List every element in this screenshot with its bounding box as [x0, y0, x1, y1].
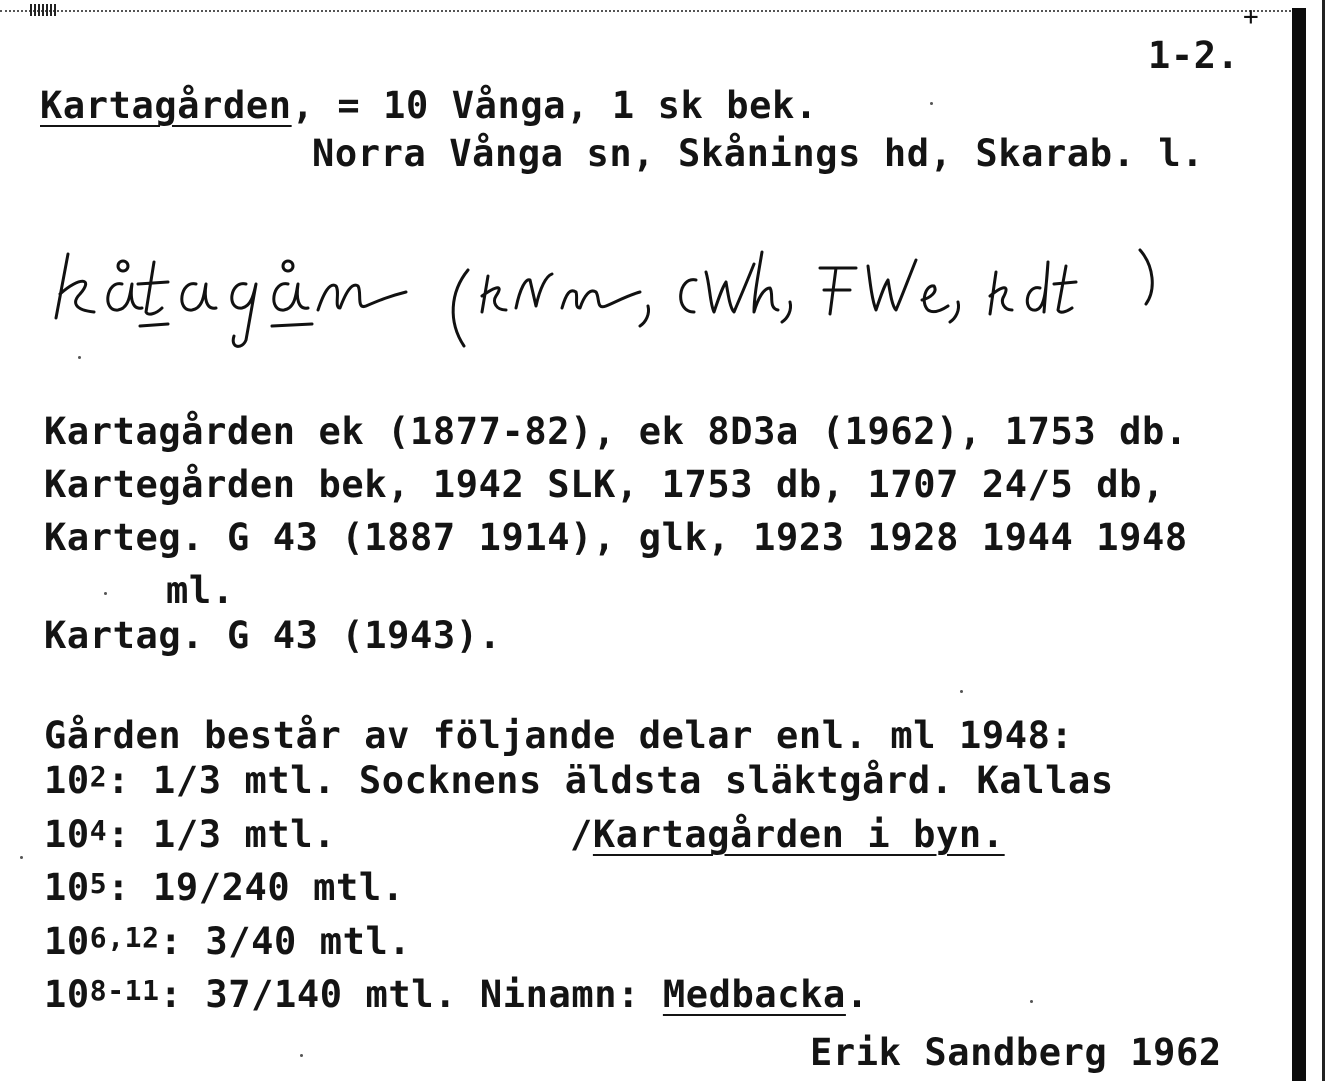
- handwritten-pronunciation: [50, 222, 1180, 352]
- signature: Erik Sandberg 1962: [810, 1031, 1222, 1074]
- part-subnumber: 5: [89, 867, 108, 900]
- part-text: : 1/3 mtl.: [107, 813, 336, 856]
- location-line: Norra Vånga sn, Skånings hd, Skarab. l.: [312, 132, 1205, 175]
- speck: [960, 690, 963, 693]
- form-line-3: Karteg. G 43 (1887 1914), glk, 1923 1928 1944 1948: [44, 516, 1188, 559]
- part-row: [44, 815, 336, 855]
- part-text: : 3/40 mtl.: [159, 920, 412, 963]
- place-name: Kartagården: [40, 84, 292, 127]
- form-line-1: Kartagården ek (1877-82), ek 8D3a (1962), 1753 db.: [44, 410, 1188, 453]
- note-name: Kartagården i byn.: [592, 813, 1005, 856]
- part-subnumber: 4: [89, 814, 108, 847]
- form-line-2: Kartegården bek, 1942 SLK, 1753 db, 1707 24/5 db,: [44, 463, 1165, 506]
- speck: [20, 856, 23, 859]
- note-slash: /: [570, 813, 593, 856]
- part-subnumber: 2: [89, 760, 108, 793]
- part-text: : 1/3 mtl. Socknens äldsta släktgård. Kallas: [107, 759, 1114, 802]
- nickname: Medbacka: [662, 973, 846, 1016]
- part-text: : 37/140 mtl. Ninamn:: [159, 973, 663, 1016]
- speck: [300, 1054, 303, 1057]
- parts-intro: Gården består av följande delar enl. ml 1948:: [44, 714, 1074, 757]
- part-row: [44, 975, 869, 1015]
- part-note: [570, 815, 1005, 855]
- form-line-4: ml.: [166, 569, 235, 612]
- speck: [104, 592, 107, 595]
- part-number: 10: [44, 813, 90, 856]
- part-end: .: [845, 973, 869, 1016]
- part-number: 10: [44, 866, 90, 909]
- corner-mark: +: [1243, 2, 1259, 32]
- card-right-edge: [1292, 8, 1306, 1081]
- part-subnumber: 6,12: [89, 921, 160, 954]
- part-row: [44, 922, 411, 962]
- header-rest: , = 10 Vånga, 1 sk bek.: [291, 84, 818, 127]
- speck: [1030, 1000, 1033, 1003]
- part-row: [44, 868, 405, 908]
- punch-mark: [30, 4, 56, 16]
- header-line: [40, 86, 818, 126]
- card-right-edge-thin: [1322, 0, 1325, 1081]
- part-subnumber: 8-11: [89, 974, 160, 1007]
- part-number: 10: [44, 920, 90, 963]
- card-top-edge: [0, 10, 1295, 12]
- part-number: 10: [44, 973, 90, 1016]
- part-row: [44, 761, 1114, 801]
- page-number: 1-2.: [1148, 34, 1240, 77]
- part-text: : 19/240 mtl.: [107, 866, 405, 909]
- speck: [78, 356, 81, 359]
- part-number: 10: [44, 759, 90, 802]
- form-line-5: Kartag. G 43 (1943).: [44, 614, 502, 657]
- speck: [930, 102, 933, 105]
